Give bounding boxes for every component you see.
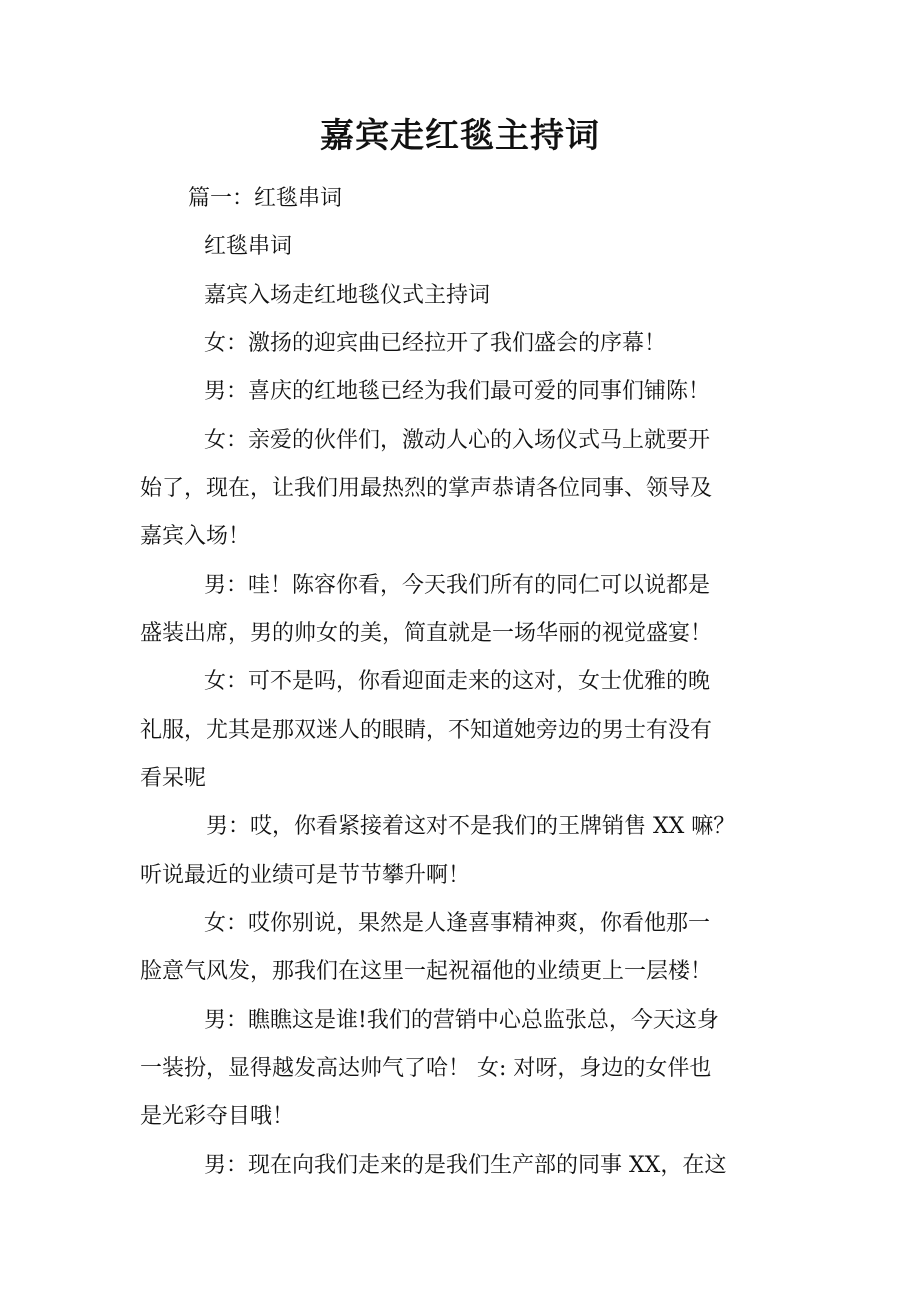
paragraph-line: 盛装出席，男的帅女的美，简直就是一场华丽的视觉盛宴！ [140, 621, 713, 646]
paragraph-line: 女：激扬的迎宾曲已经拉开了我们盛会的序幕！ [204, 331, 667, 356]
subheading: 嘉宾入场走红地毯仪式主持词 [204, 283, 491, 308]
paragraph-line: 女：哎你别说，果然是人逢喜事精神爽，你看他那一 [204, 911, 711, 936]
paragraph-line: 男：瞧瞧这是谁!我们的营销中心总监张总，今天这身 [204, 1008, 719, 1033]
paragraph-line: 是光彩夺目哦！ [140, 1104, 295, 1129]
paragraph-line: 听说最近的业绩可是节节攀升啊！ [140, 863, 471, 888]
paragraph-line: 男：哇！陈容你看，今天我们所有的同仁可以说都是 [204, 573, 711, 598]
paragraph-line: 一装扮，显得越发高达帅气了哈！ 女: 对呀，身边的女伴也 [140, 1056, 712, 1081]
section-heading: 篇一：红毯串词 [188, 186, 343, 211]
subheading: 红毯串词 [204, 234, 293, 259]
paragraph-line: 女：可不是吗，你看迎面走来的这对，女士优雅的晚 [204, 669, 711, 694]
paragraph-line: 嘉宾入场！ [140, 524, 251, 549]
paragraph-line: 脸意气风发，那我们在这里一起祝福他的业绩更上一层楼！ [140, 959, 713, 984]
paragraph-line: 男：喜庆的红地毯已经为我们最可爱的同事们铺陈！ [204, 379, 711, 404]
paragraph-line: 礼服，尤其是那双迷人的眼睛，不知道她旁边的男士有没有 [140, 718, 713, 743]
paragraph-line: 女：亲爱的伙伴们，激动人心的入场仪式马上就要开 [204, 428, 711, 453]
paragraph-line: 始了，现在，让我们用最热烈的掌声恭请各位同事、领导及 [140, 476, 713, 501]
paragraph-line: 男：哎，你看紧接着这对不是我们的王牌销售 XX 嘛？ [206, 814, 736, 839]
paragraph-line: 男：现在向我们走来的是我们生产部的同事 XX，在这 [204, 1153, 727, 1178]
paragraph-line: 看呆呢 [140, 766, 207, 791]
document-title: 嘉宾走红毯主持词 [320, 116, 600, 156]
